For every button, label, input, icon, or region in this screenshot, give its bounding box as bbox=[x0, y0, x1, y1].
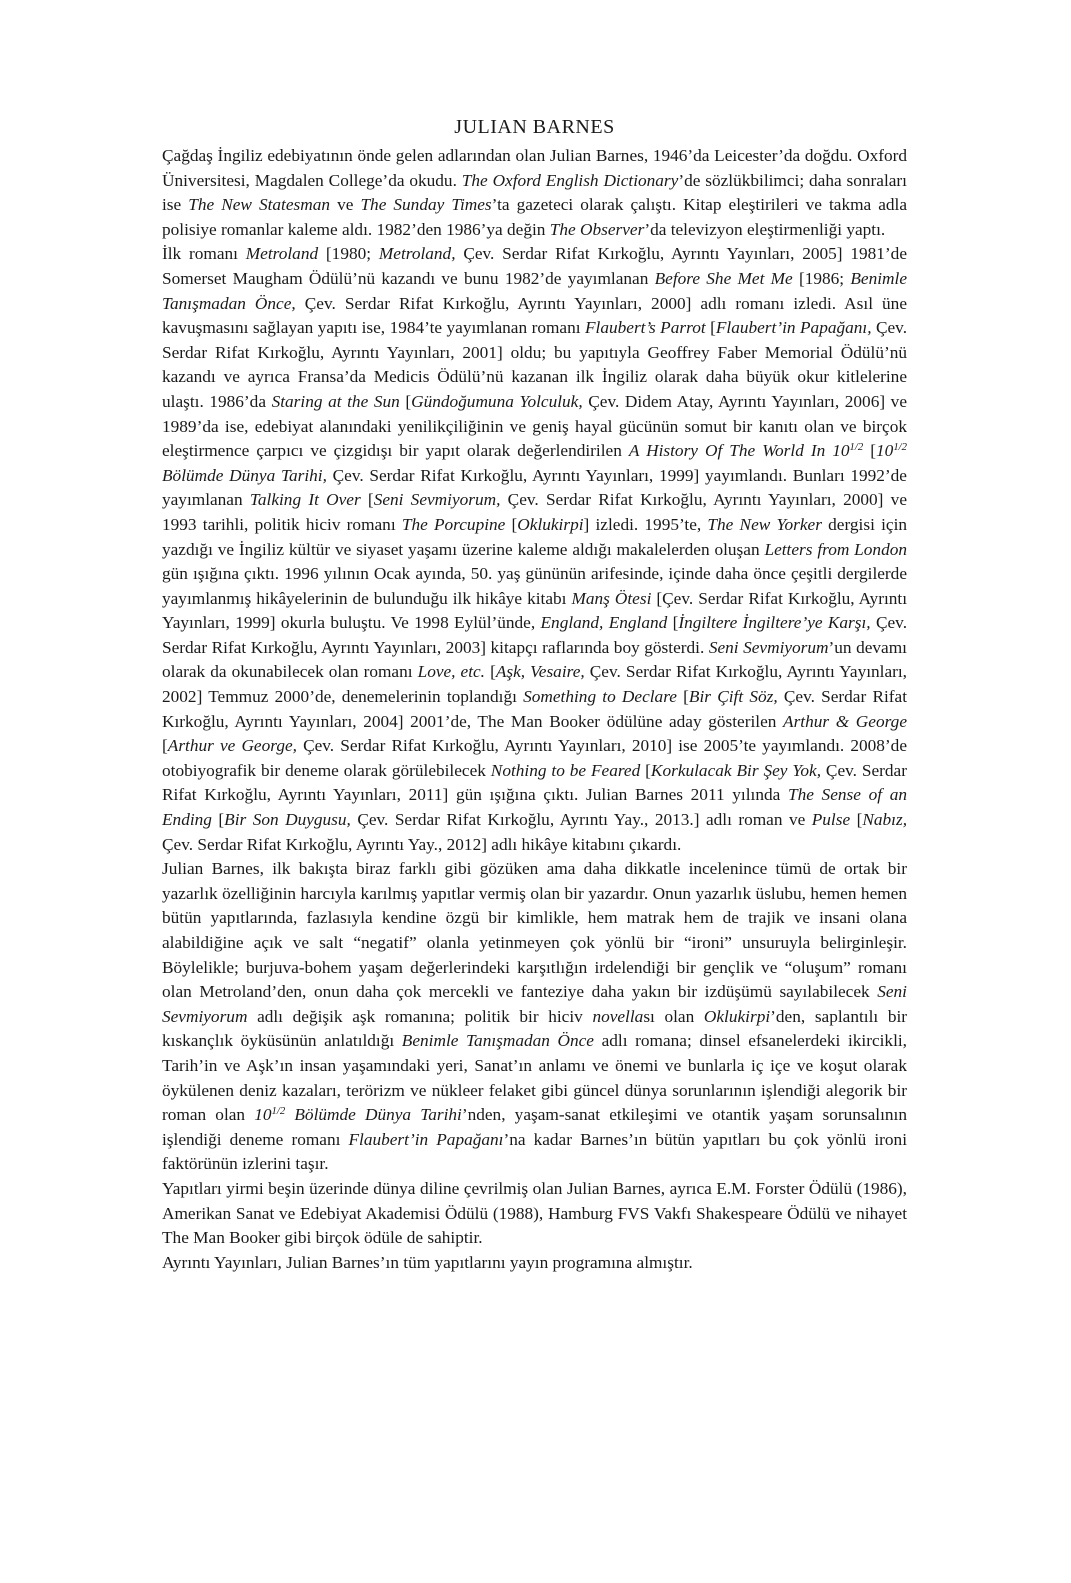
text-run: Çev. Serdar Rifat Kırkoğlu, Ayrıntı Yay., 2012] adlı hikâye kitabını çıkardı. bbox=[162, 834, 682, 854]
text-run: [ bbox=[676, 687, 689, 707]
document-page bbox=[162, 112, 907, 1275]
text-run: Çev. Serdar Rifat Kırkoğlu, Ayrıntı Yayınları, 2005] 1981’de Somerset Maugham Ödülü’nü kazandı ve bunu 1982’de yayımlanan bbox=[162, 244, 907, 288]
paragraph bbox=[162, 242, 907, 857]
text-run: [ bbox=[399, 391, 412, 411]
italic-title: Talking It Over bbox=[249, 490, 361, 510]
italic-title: England, England bbox=[540, 613, 668, 633]
text-run: [ bbox=[162, 736, 168, 756]
text-run: Ayrıntı Yayınları, Julian Barnes’ın tüm yapıtlarını yayın programına almıştır. bbox=[162, 1252, 693, 1272]
paragraph bbox=[162, 1251, 907, 1276]
text-run: [ bbox=[485, 662, 496, 682]
italic-title: Letters from London bbox=[764, 539, 907, 559]
italic-title: The Porcupine bbox=[401, 514, 506, 534]
italic-title: The Sense of an Ending bbox=[162, 785, 907, 830]
italic-title: The New Yorker bbox=[707, 514, 822, 534]
text-run: Çev. Serdar Rifat Kırkoğlu, Ayrıntı Yayınları, 2001] oldu; bu yapıtıyla Geoffrey Faber Memorial Ödülü’nü kazandı ve ayrıca Fransa’da Medicis Ödülü’nü kazanan ilk İngiliz olarak daha büyük okur kitlelerine ulaştı. 1986’da bbox=[162, 318, 908, 411]
text-run: Julian Barnes, ilk bakışta biraz farklı gibi gözüken ama daha dikkatle incelenince tümü de ortak bir yazarlık özelliğinin harcıyla karılmış yapıtlar vermiş olan bir yazardır. Onun yazarlık üslubu, hemen hemen bütün yapıtlarında, fazlasıyla kendine özgü bir kimlikle, hem matrak hem de trajik ve insani olana alabildiğine açık ve salt “negatif” olanla yetinmeyen çok yönlü bir “ironi” unsuruyla belirginleşir. Böylelikle; burjuva-bohem yaşam değerlerindeki karşıtlığın irdelendiği bir gençlik ve “oluşum” romanı olan Metroland’den, onun daha çok mercekli ve fanteziye daha yakın bir izdüşümü sayılabilecek bbox=[162, 859, 907, 1002]
text-run: ’nden, yaşam-sanat etkileşimi ve otantik yaşam sorunsalının işlendiği deneme romanı bbox=[162, 1105, 907, 1149]
text-run: Çev. Serdar Rifat Kırkoğlu, Ayrıntı Yayınları, 2000] ve 1993 tarihli, politik hiciv romanı bbox=[162, 490, 907, 534]
italic-title: Benimle Tanışmadan Önce, bbox=[162, 268, 907, 313]
text-run: ’de sözlükbilimci; daha sonraları ise bbox=[162, 170, 907, 215]
superscript-fraction: 1/2 bbox=[271, 1105, 286, 1118]
text-run: [ bbox=[211, 810, 225, 830]
text-run: [ bbox=[505, 514, 518, 534]
text-run: Çev. Serdar Rifat Kırkoğlu, Ayrıntı Yayınları, 2002] Temmuz 2000’de, denemelerinin toplandığı bbox=[162, 662, 908, 707]
text-run: ve bbox=[330, 195, 361, 215]
text-run: [1986; bbox=[792, 268, 851, 288]
text-run: Çev. Serdar Rifat Kırkoğlu, Ayrıntı Yayınları, 2000] adlı romanı izledi. Asıl üne kavuşmasını sağlayan yapıtı ise, 1984’te yayımlanan romanı bbox=[162, 293, 907, 338]
text-run: ] izledi. 1995’te, bbox=[583, 514, 708, 534]
text-run: [ bbox=[850, 810, 863, 830]
superscript-fraction: 1/2 bbox=[893, 441, 908, 454]
text-run: ’ta gazeteci olarak çalıştı. Kitap eleştirileri ve takma adla polisiye romanlar kaleme aldı. 1982’den 1986’ya değin bbox=[162, 195, 908, 239]
italic-title: The Oxford English Dictionary bbox=[461, 170, 679, 190]
italic-title: Metroland bbox=[245, 244, 319, 264]
italic-title: İngiltere İngiltere’ye Karşı, bbox=[678, 613, 871, 633]
italic-title: Love, etc. bbox=[417, 662, 486, 682]
text-run: gün ışığına çıktı. 1996 yılının Ocak ayında, 50. yaş gününün arifesinde, içinde daha önce çeşitli dergilerde yayımlanmış hikâyelerinin de bulunduğu ilk hikâye kitabı bbox=[162, 564, 907, 608]
italic-title: Benimle Tanışmadan Önce bbox=[401, 1031, 594, 1051]
italic-title: Bir Son Duygusu, bbox=[224, 810, 351, 830]
text-run: Çev. Didem Atay, Ayrıntı Yayınları, 2006] ve 1989’da ise, edebiyat alanındaki yenilikçiliğinin ve geniş hayal gücünün somut bir kanıtı olan ve birçok eleştirmence çarpıcı ve çizgidışı bir yapıt olarak değerlendirilen bbox=[162, 391, 907, 461]
italic-title: Korkulacak Bir Şey Yok, bbox=[650, 760, 822, 780]
italic-title: Seni Sevmiyorum bbox=[162, 982, 907, 1026]
italic-title: Manş Ötesi bbox=[571, 588, 652, 608]
italic-title: Arthur ve George, bbox=[167, 736, 297, 756]
text-run: Çev. Serdar Rifat Kırkoğlu, Ayrıntı Yayınları, 1999] yayımlandı. Bunları 1992’de yayımlanan bbox=[162, 465, 907, 510]
italic-title: 10 bbox=[254, 1105, 272, 1125]
italic-title: Before She Met Me bbox=[654, 268, 793, 288]
text-run: [ bbox=[640, 760, 651, 780]
text-run: Çev. Serdar Rifat Kırkoğlu, Ayrıntı Yayınları, 2011] gün ışığına çıktı. Julian Barnes 2011 yılında bbox=[162, 760, 907, 805]
italic-title: Flaubert’s Parrot bbox=[585, 318, 706, 338]
italic-title: Oklukirpi bbox=[703, 1006, 771, 1026]
paragraph bbox=[162, 144, 907, 242]
text-run: [ bbox=[705, 318, 716, 338]
italic-title: Metroland, bbox=[378, 244, 456, 264]
page-title: JULIAN BARNES bbox=[454, 116, 615, 138]
text-run: İlk romanı bbox=[162, 244, 246, 264]
italic-title: Something to Declare bbox=[523, 687, 677, 707]
italic-title: The Observer bbox=[549, 219, 645, 239]
italic-title: Gündoğumuna Yolculuk, bbox=[411, 391, 583, 411]
text-run: Çev. Serdar Rifat Kırkoğlu, Ayrıntı Yay., 2013.] adlı roman ve bbox=[350, 810, 812, 830]
italic-title: 10 bbox=[876, 441, 894, 461]
text-run: Yapıtları yirmi beşin üzerinde dünya diline çevrilmiş olan Julian Barnes, ayrıca E.M. Forster Ödülü (1986), Amerikan Sanat ve Edebiyat Akademisi Ödülü (1988), Hamburg FVS Vakfı Shakespeare Ödülü ve nihayet The Man Booker gibi birçok ödüle de sahiptir. bbox=[162, 1178, 907, 1248]
document-body bbox=[162, 144, 907, 1275]
italic-title: Bölümde Dünya Tarihi, bbox=[162, 465, 327, 485]
italic-title: Oklukirpi bbox=[517, 514, 584, 534]
italic-title: Aşk, Vesaire, bbox=[495, 662, 585, 682]
italic-title: Nabız, bbox=[862, 810, 908, 830]
text-run: adlı değişik aşk romanına; politik bir hiciv bbox=[247, 1006, 593, 1026]
text-run: [Çev. Serdar Rifat Kırkoğlu, Ayrıntı Yayınları, 1999] okurla buluştu. Ve 1998 Eylül’ünde, bbox=[162, 588, 908, 633]
italic-title: A History Of The World In 10 bbox=[628, 441, 850, 461]
paragraph bbox=[162, 1177, 907, 1251]
text-run: ’un devamı olarak da okunabilecek olan romanı bbox=[162, 637, 907, 682]
text-run: dergisi için yazdığı ve İngiliz kültür ve siyaset yaşamı üzerine kaleme aldığı makalelerden oluşan bbox=[162, 514, 908, 559]
text-run: Çev. Serdar Rifat Kırkoğlu, Ayrıntı Yayınları, 2003] kitapçı raflarında boy gösterdi. bbox=[162, 613, 908, 657]
text-run: [ bbox=[360, 490, 374, 510]
text-run: Çağdaş İngiliz edebiyatının önde gelen adlarından olan Julian Barnes, 1946’da Leicester’da doğdu. Oxford Üniversitesi, Magdalen College’da okudu. bbox=[162, 146, 907, 190]
text-run: adlı romana; dinsel efsanelerdeki ikircikli, Tarih’in ve Aşk’ın insan yaşamındaki yeri, Sanat’ın anlamı ve önemi ve bunlarla iç içe ve koşut olarak öykülenen deniz kazaları, terörizm ve nükleer felaket gibi güncel dünya sorunlarının işlendiği alegorik bir roman olan bbox=[162, 1031, 907, 1125]
text-run: ’na kadar Barnes’ın bütün yapıtları bu çok yönlü ironi faktörünün izlerini taşır. bbox=[162, 1129, 907, 1174]
italic-title: Bölümde Dünya Tarihi bbox=[285, 1105, 462, 1125]
italic-title: Staring at the Sun bbox=[271, 391, 400, 411]
italic-title: Arthur & George bbox=[783, 711, 907, 731]
italic-title: Bir Çift Söz, bbox=[688, 687, 778, 707]
italic-title: The Sunday Times bbox=[360, 195, 492, 215]
text-run: ’den, saplantılı bir kıskançlık öyküsünün anlatıldığı bbox=[162, 1006, 908, 1051]
italic-title: Flaubert’in Papağanı, bbox=[715, 318, 872, 338]
italic-title: Seni Sevmiyorum, bbox=[373, 490, 501, 510]
text-run: sı olan bbox=[643, 1006, 704, 1026]
italic-title: Flaubert’in Papağanı bbox=[348, 1129, 504, 1149]
italic-title: Nothing to be Feared bbox=[490, 760, 641, 780]
text-run: [ bbox=[667, 613, 679, 633]
text-run: Çev. Serdar Rifat Kırkoğlu, Ayrıntı Yayınları, 2010] ise 2005’te yayımlandı. 2008’de otobiyografik bir deneme olarak görülebilecek bbox=[162, 736, 907, 780]
italic-title: Pulse bbox=[811, 810, 851, 830]
paragraph bbox=[162, 857, 907, 1177]
text-run: [1980; bbox=[318, 244, 379, 264]
italic-title: Seni Sevmiyorum bbox=[708, 637, 829, 657]
italic-title: The New Statesman bbox=[188, 195, 331, 215]
italic-title: novella bbox=[592, 1006, 644, 1026]
text-run: [ bbox=[863, 441, 877, 461]
text-run: Çev. Serdar Rifat Kırkoğlu, Ayrıntı Yayınları, 2004] 2001’de, The Man Booker ödülüne aday gösterilen bbox=[162, 687, 907, 731]
text-run: ’da televizyon eleştirmenliği yaptı. bbox=[644, 219, 886, 239]
superscript-fraction: 1/2 bbox=[849, 441, 864, 454]
